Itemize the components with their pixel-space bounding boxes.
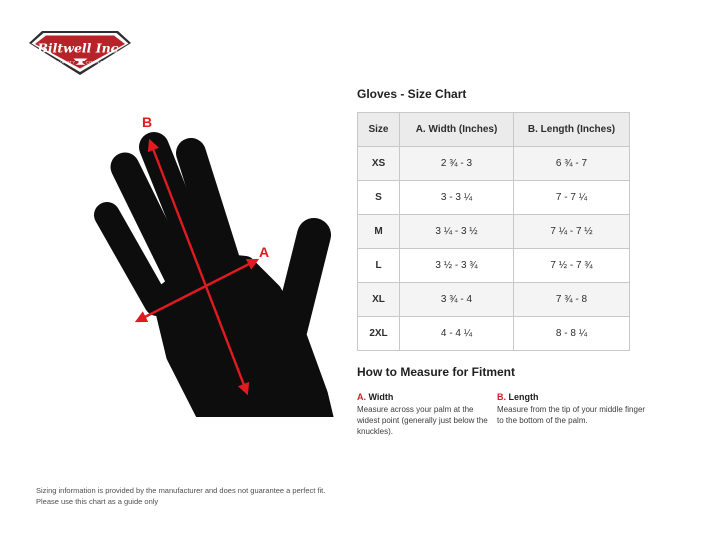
size-value: M <box>358 215 400 249</box>
column-header-length: B. Length (Inches) <box>514 113 630 147</box>
table-row-m <box>358 215 630 249</box>
size-chart-title: Gloves - Size Chart <box>357 87 467 101</box>
table-row-xs <box>358 147 630 181</box>
diagram-label-b: B <box>142 114 153 130</box>
length-value: 7 ½ - 7 ¾ <box>514 249 630 283</box>
measure-length-label: Length <box>508 392 539 402</box>
measure-length-key: B. <box>497 392 506 402</box>
logo-brand-text: Biltwell Inc. <box>37 40 123 56</box>
logo-tagline-right: COUNTS” <box>85 59 109 65</box>
measure-length-text: Measure from the tip of your middle finger to the bottom of the palm. <box>497 405 646 425</box>
disclaimer <box>36 486 325 508</box>
hand-silhouette-image <box>85 105 345 417</box>
width-value: 3 - 3 ¼ <box>400 181 514 215</box>
hand-measurement-diagram <box>85 105 345 417</box>
size-value: L <box>358 249 400 283</box>
column-header-width: A. Width (Inches) <box>400 113 514 147</box>
measure-length-heading <box>497 392 647 402</box>
size-value: 2XL <box>358 317 400 351</box>
disclaimer-line-2: Please use this chart as a guide only <box>36 496 159 506</box>
disclaimer-line-1: Sizing information is provided by the manufacturer and does not guarantee a perfect fit. <box>36 486 326 495</box>
size-value: XS <box>358 147 400 181</box>
width-value: 3 ½ - 3 ¾ <box>400 249 514 283</box>
logo-tagline-left: “QUALITY <box>52 59 76 65</box>
measure-width-key: A. <box>357 392 366 402</box>
table-row-xl <box>358 283 630 317</box>
table-row-l <box>358 249 630 283</box>
width-value: 2 ¾ - 3 <box>400 147 514 181</box>
length-value: 7 ¼ - 7 ½ <box>514 215 630 249</box>
column-header-size: Size <box>358 113 400 147</box>
measure-width-text: Measure across your palm at the widest point (generally just below the knuckles). <box>357 405 488 436</box>
measure-width-heading <box>357 392 495 402</box>
measure-width-block <box>357 392 495 437</box>
length-value: 6 ¾ - 7 <box>514 147 630 181</box>
table-row-2xl <box>358 317 630 351</box>
size-value: S <box>358 181 400 215</box>
measure-length-block <box>497 392 647 427</box>
length-value: 7 - 7 ¼ <box>514 181 630 215</box>
size-chart-table <box>357 112 630 351</box>
biltwell-logo <box>28 30 132 76</box>
diagram-label-a: A <box>259 244 270 260</box>
width-value: 3 ¾ - 4 <box>400 283 514 317</box>
length-value: 8 - 8 ¼ <box>514 317 630 351</box>
length-value: 7 ¾ - 8 <box>514 283 630 317</box>
size-value: XL <box>358 283 400 317</box>
measure-section-title: How to Measure for Fitment <box>357 365 516 379</box>
table-header-row <box>358 113 630 147</box>
table-row-s <box>358 181 630 215</box>
width-value: 4 - 4 ¼ <box>400 317 514 351</box>
width-value: 3 ¼ - 3 ½ <box>400 215 514 249</box>
measure-width-label: Width <box>368 392 394 402</box>
